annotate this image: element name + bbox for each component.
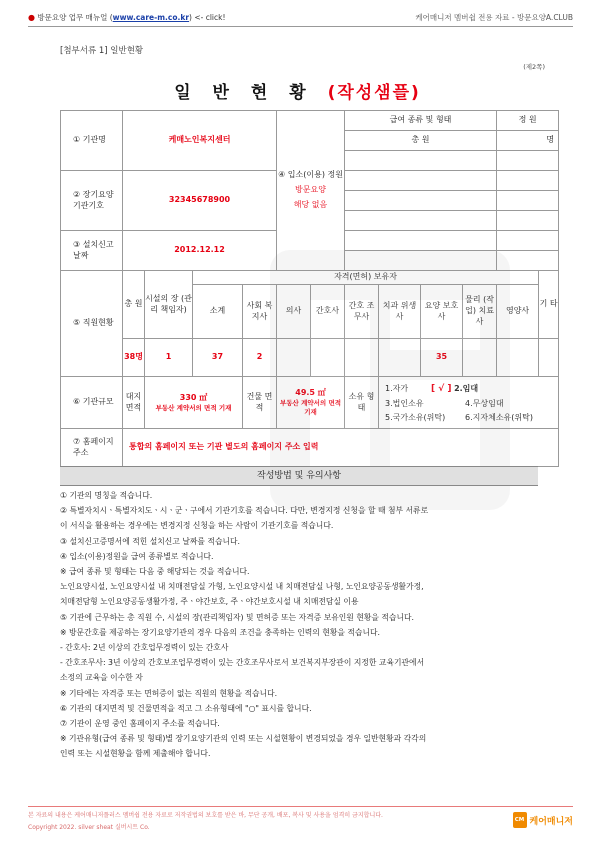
guide-line: ② 특별자치시ㆍ특별자치도ㆍ시ㆍ군ㆍ구에서 기관기호를 적습니다. 다만, 변경지정 신청을 할 때 첨부 서류로 — [60, 506, 429, 516]
empty-cap-3 — [497, 191, 559, 211]
owner-opt-2-wrap — [431, 381, 558, 397]
care-worker-value: 35 — [421, 339, 463, 377]
footer-divider — [28, 806, 573, 807]
footer-logo — [513, 810, 573, 830]
other-header: 기 타 — [539, 271, 559, 339]
guide-line: ⑥ 기관의 대지면적 및 건물면적을 적고 그 소유형태에 "○" 표시를 합니다. — [60, 703, 312, 713]
footer-copyright: Copyright 2022. silver sheat 실버시트 Co. — [28, 824, 150, 831]
capacity-note-1: 방문요양 — [295, 185, 326, 195]
qual-col-nurse-aide: 간호 조무사 — [345, 285, 379, 339]
owner-check-mark: [ √ ] — [431, 383, 452, 394]
qualified-header: 자격(면허) 보유자 — [193, 271, 539, 285]
guide-line: ※ 기타에는 자격증 또는 면허증이 없는 직원의 현황을 적습니다. — [60, 688, 278, 698]
logo-text: 케어매니저 — [529, 816, 573, 827]
empty-type-5 — [345, 231, 497, 251]
guide-line: ※ 기관유형(급여 종류 및 형태)별 장기요양기관의 인력 또는 시설현황이 변경되었을 경우 일반현황과 각각의 — [60, 734, 427, 744]
guide-line: ※ 급여 종류 및 형태는 다음 중 해당되는 것을 적습니다. — [60, 567, 250, 577]
guide-line: ④ 입소(이용)정원을 급여 종류별로 적습니다. — [60, 551, 214, 561]
guide-line: 노인요양시설, 노인요양시설 내 치매전담실 가형, 노인요양시설 내 치매전담실 나형, 노인요양공동생활가정, — [60, 582, 424, 592]
qual-col-dietitian: 영양사 — [497, 285, 539, 339]
qual-col-nurse: 간호사 — [311, 285, 345, 339]
total-unit: 명 — [497, 131, 559, 151]
qual-col-therapist: 물리 (작업) 치료사 — [463, 285, 497, 339]
empty-cap-2 — [497, 171, 559, 191]
empty-type-2 — [345, 171, 497, 191]
owner-opt-3: 3.법인소유 — [385, 398, 424, 408]
land-cell — [145, 377, 243, 429]
qual-col-social-worker: 사회 복지사 — [243, 285, 277, 339]
capacity-header: 정 원 — [497, 111, 559, 131]
guide-line: - 간호조무사: 3년 이상의 간호보조업무경력이 있는 간호조무사로서 보건복지부장관이 지정한 교육기관에서 — [60, 658, 425, 668]
nurse-value — [311, 339, 345, 377]
institution-label: ① 기관명 — [61, 111, 123, 171]
nurse-aide-value — [345, 339, 379, 377]
code-label: ② 장기요양 기관기호 — [61, 171, 123, 231]
owner-opt-1: 1.자가 — [385, 383, 409, 393]
click-text: ) <- click! — [189, 13, 226, 22]
install-label: ③ 설치신고 날짜 — [61, 231, 123, 271]
guide-heading: 작성방법 및 유의사항 — [60, 466, 538, 486]
header-divider — [28, 26, 573, 27]
social-worker-value: 2 — [243, 339, 277, 377]
capacity-label: ④ 입소(이용) 정원 — [278, 170, 343, 180]
owner-options — [379, 377, 559, 429]
guide-list — [60, 488, 538, 762]
staff-label: ⑤ 직원현황 — [61, 271, 123, 377]
facility-head-value: 1 — [145, 339, 193, 377]
empty-type-6 — [345, 251, 497, 271]
owner-opt-4: 4.무상임대 — [465, 398, 504, 408]
land-note: 부동산 계약서의 면적 기재 — [155, 403, 232, 412]
install-value: 2012.12.12 — [123, 231, 277, 271]
dental-hygienist-value — [379, 339, 421, 377]
guide-line: 소정의 교육을 이수한 자 — [60, 673, 143, 683]
title-main: 일 반 현 황 — [174, 83, 314, 103]
code-value: 32345678900 — [123, 171, 277, 231]
footer-copyright-notice: 본 자료의 내용은 케어매니저플러스 멤버쉽 전용 자료로 저작권법의 보호를 받은 바, 무단 공개, 배포, 복사 및 사용을 엄격히 금지합니다. — [28, 812, 383, 819]
empty-type-4 — [345, 211, 497, 231]
form-number: (제2쪽) — [523, 63, 545, 71]
scale-label: ⑥ 기관규모 — [61, 377, 123, 429]
empty-cap-5 — [497, 231, 559, 251]
therapist-value — [463, 339, 497, 377]
owner-opt-5: 5.국가소유(위탁) — [385, 412, 446, 422]
dietitian-value — [497, 339, 539, 377]
building-value: 49.5 ㎡ — [295, 388, 326, 398]
service-type-header: 급여 종류 및 형태 — [345, 111, 497, 131]
empty-cap-6 — [497, 251, 559, 271]
manual-label: 방문요양 업무 매뉴얼 ( — [37, 13, 113, 22]
capacity-cell — [277, 111, 345, 271]
guide-line: - 간호사: 2년 이상의 간호업무경력이 있는 간호사 — [60, 643, 229, 653]
guide-line: 이 서식을 활용하는 경우에는 변경지정 신청을 하는 사람이 기관기호를 적습니다. — [60, 521, 334, 531]
guide-line: ① 기관의 명칭을 적습니다. — [60, 491, 153, 500]
empty-type-1 — [345, 151, 497, 171]
other-value — [539, 339, 559, 377]
bullet-icon: ● — [28, 13, 35, 22]
doctor-value — [277, 339, 311, 377]
empty-cap-1 — [497, 151, 559, 171]
guide-line: 인력 또는 시설현황을 함께 제출해야 합니다. — [60, 749, 211, 759]
owner-label: 소유 형태 — [345, 377, 379, 429]
subtotal-value: 37 — [193, 339, 243, 377]
header-manual-link — [28, 12, 225, 23]
homepage-label: ⑦ 홈페이지 주소 — [61, 429, 123, 467]
page-title — [0, 78, 595, 103]
general-status-table — [60, 110, 559, 467]
total-label: 총 원 — [345, 131, 497, 151]
guide-line: ⑤ 기관에 근무하는 총 직원 수, 시설의 장(관리책임자) 및 면허증 또는 자격증 보유인원 현황을 적습니다. — [60, 612, 414, 622]
logo-icon: CM — [513, 812, 527, 828]
attachment-label: [첨부서류 1] 일반현황 — [60, 46, 144, 56]
capacity-note-2: 해당 없음 — [293, 199, 328, 209]
guide-line: 치매전담형 노인요양공동생활가정, 주ㆍ야간보호, 주ㆍ야간보호시설 내 치매전담실 이용 — [60, 597, 359, 607]
staff-total-value: 38명 — [123, 339, 145, 377]
title-sample: (작성샘플) — [327, 83, 421, 103]
qual-col-dental-hygienist: 치과 위생사 — [379, 285, 421, 339]
qual-col-subtotal: 소계 — [193, 285, 243, 339]
facility-head-header: 시설의 장 (관리 책임자) — [145, 271, 193, 339]
staff-total-header: 총 원 — [123, 271, 145, 339]
guide-line: ⑦ 기관이 운영 중인 홈페이지 주소를 적습니다. — [60, 719, 220, 729]
qual-col-care-worker: 요양 보호사 — [421, 285, 463, 339]
owner-opt-2: 2.임대 — [454, 383, 479, 393]
header-right-text: 케어매니저 멤버쉽 전용 자료 - 방문요양A.CLUB — [415, 13, 573, 22]
site-link[interactable]: www.care-m.co.kr — [112, 13, 190, 22]
land-label: 대지 면적 — [123, 377, 145, 429]
building-label: 건물 면적 — [243, 377, 277, 429]
empty-cap-4 — [497, 211, 559, 231]
homepage-value: 통합의 홈페이지 또는 기관 별도의 홈페이지 주소 입력 — [123, 429, 559, 467]
qual-col-doctor: 의사 — [277, 285, 311, 339]
empty-type-3 — [345, 191, 497, 211]
guide-line: ③ 설치신고증명서에 적힌 설치신고 날짜를 적습니다. — [60, 536, 241, 546]
guide-line: ※ 방문간호를 제공하는 장기요양기관의 경우 다음의 조건을 충족하는 인력의 현황을 적습니다. — [60, 627, 380, 637]
owner-opt-6: 6.지자체소유(위탁) — [465, 412, 533, 422]
building-cell — [277, 377, 345, 429]
building-note: 부동산 계약서의 면적 기재 — [279, 399, 342, 416]
institution-value: 케매노인복지센터 — [123, 111, 277, 171]
land-value: 330 ㎡ — [179, 392, 208, 402]
